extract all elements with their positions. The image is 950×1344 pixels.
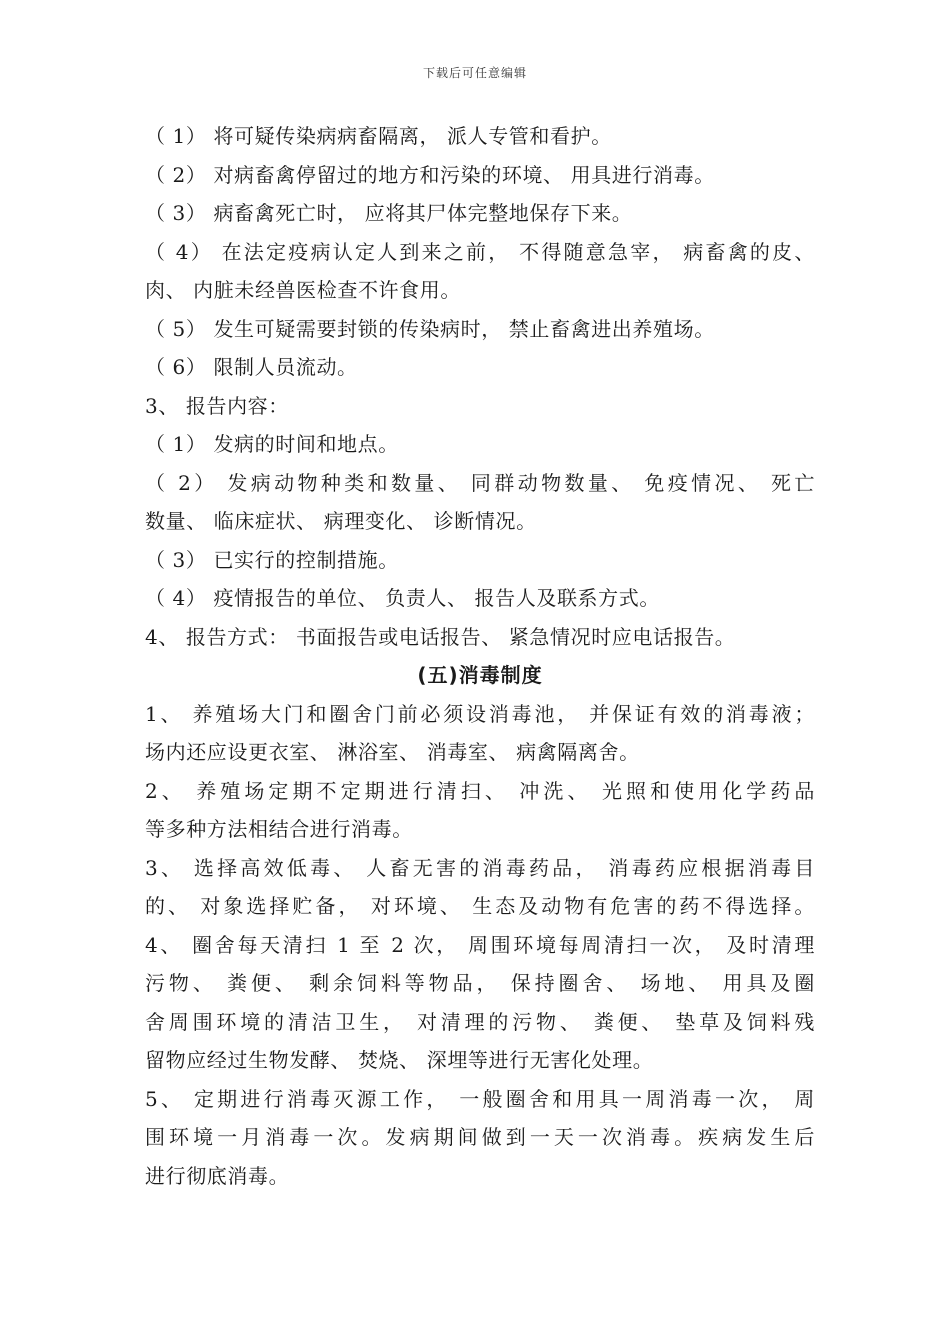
paragraph-line: 肉、 内脏未经兽医检查不许食用。: [145, 278, 461, 302]
paragraph-line: 数量、 临床症状、 病理变化、 诊断情况。: [145, 509, 537, 533]
paragraph-line: 1、 养殖场大门和圈舍门前必须设消毒池， 并保证有效的消毒液；: [145, 701, 815, 726]
document-body: [145, 117, 815, 1195]
paragraph-line: 的、 对象选择贮备， 对环境、 生态及动物有危害的药不得选择。: [145, 894, 815, 918]
paragraph-line: （ 2） 对病畜禽停留过的地方和污染的环境、 用具进行消毒。: [145, 162, 715, 187]
paragraph-line: 进行彻底消毒。: [145, 1163, 290, 1188]
paragraph-line: 污物、 粪便、 剩余饲料等物品， 保持圈舍、 场地、 用具及圈: [145, 971, 815, 995]
paragraph-line: （ 4） 在法定疫病认定人到来之前， 不得随意急宰， 病畜禽的皮、: [145, 239, 815, 264]
paragraph-line: （ 1） 将可疑传染病病畜隔离， 派人专管和看护。: [145, 124, 612, 148]
paragraph-line: 场内还应设更衣室、 淋浴室、 消毒室、 病禽隔离舍。: [145, 740, 640, 764]
paragraph-line: 3、 报告内容：: [145, 393, 289, 418]
section-heading: (五)消毒制度: [417, 663, 543, 687]
paragraph-line: 留物应经过生物发酵、 焚烧、 深埋等进行无害化处理。: [145, 1048, 654, 1072]
paragraph-line: （ 4） 疫情报告的单位、 负责人、 报告人及联系方式。: [145, 586, 660, 610]
paragraph-line: 4、 报告方式： 书面报告或电话报告、 紧急情况时应电话报告。: [145, 624, 736, 649]
paragraph-line: 等多种方法相结合进行消毒。: [145, 817, 413, 841]
paragraph-line: （ 3） 已实行的控制措施。: [145, 547, 399, 572]
paragraph-line: （ 2） 发病动物种类和数量、 同群动物数量、 免疫情况、 死亡: [145, 470, 815, 495]
paragraph-line: 2、 养殖场定期不定期进行清扫、 冲洗、 光照和使用化学药品: [145, 778, 815, 803]
paragraph-line: 围环境一月消毒一次。发病期间做到一天一次消毒。疾病发生后: [145, 1125, 815, 1149]
paragraph-line: （ 1） 发病的时间和地点。: [145, 432, 399, 456]
paragraph-line: （ 5） 发生可疑需要封锁的传染病时， 禁止畜禽进出养殖场。: [145, 316, 715, 341]
paragraph-line: 舍周围环境的清洁卫生， 对清理的污物、 粪便、 垫草及饲料残: [145, 1009, 815, 1034]
paragraph-line: （ 3） 病畜禽死亡时， 应将其尸体完整地保存下来。: [145, 201, 633, 225]
paragraph-line: 4、 圈舍每天清扫 1 至 2 次， 周围环境每周清扫一次， 及时清理: [145, 932, 815, 957]
paragraph-line: 3、 选择高效低毒、 人畜无害的消毒药品， 消毒药应根据消毒目: [145, 855, 815, 880]
paragraph-line: 5、 定期进行消毒灭源工作， 一般圈舍和用具一周消毒一次， 周: [145, 1086, 815, 1111]
paragraph-line: （ 6） 限制人员流动。: [145, 355, 358, 379]
page-header: 下载后可任意编辑: [422, 66, 527, 80]
